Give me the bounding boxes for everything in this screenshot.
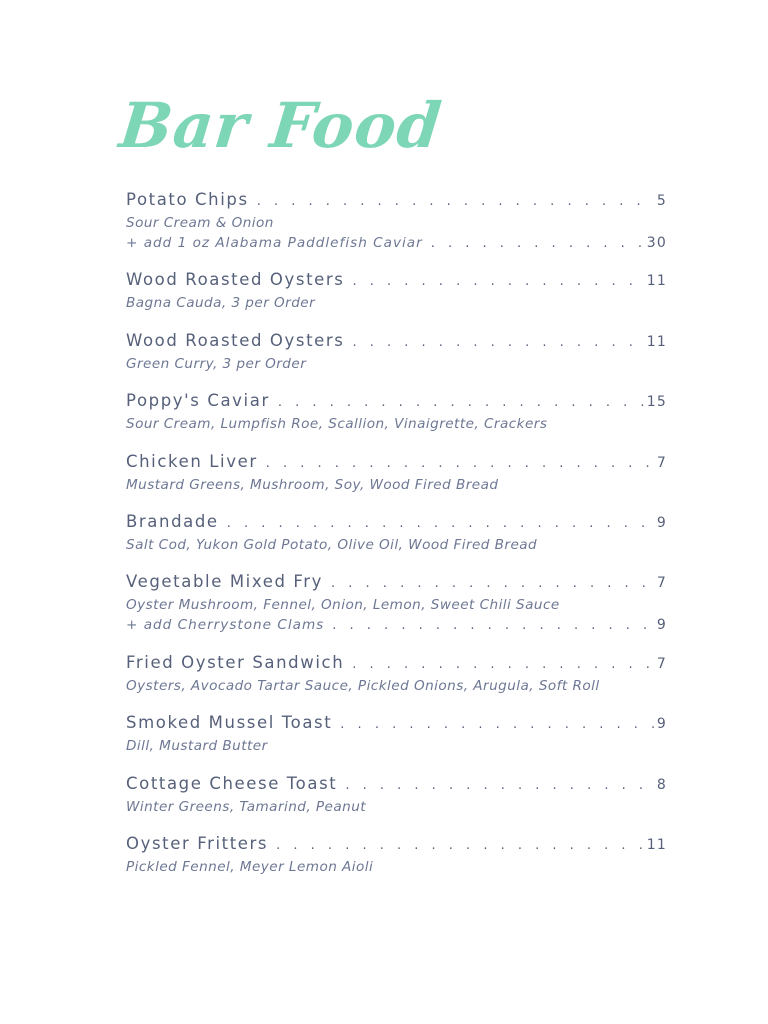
- menu-item: [126, 190, 667, 270]
- item-description-line: [126, 537, 667, 557]
- item-price: 9: [656, 514, 667, 531]
- item-description-line: [126, 799, 667, 819]
- item-name: Chicken Liver: [126, 451, 258, 471]
- item-description-line: [126, 215, 667, 235]
- item-description-line: [126, 859, 667, 879]
- item-name: Potato Chips: [126, 190, 249, 209]
- item-name: Wood Roasted Oysters: [126, 270, 345, 290]
- item-description: Salt Cod, Yukon Gold Potato, Olive Oil, Wood Fired Bread: [126, 536, 538, 553]
- item-description-line: [126, 678, 667, 698]
- menu-item: [126, 834, 667, 894]
- item-description-line: [126, 295, 667, 315]
- item-name: Cottage Cheese Toast: [126, 773, 338, 793]
- dot-leader: [352, 274, 644, 289]
- item-price: 11: [646, 836, 667, 853]
- dot-leader: [331, 576, 655, 591]
- item-addon-line: [126, 617, 667, 637]
- item-price: 11: [646, 273, 667, 290]
- item-name: Vegetable Mixed Fry: [126, 572, 324, 592]
- dot-leader: [431, 236, 645, 251]
- item-description: Winter Greens, Tamarind, Peanut: [126, 798, 367, 815]
- dot-leader: [352, 657, 655, 672]
- item-description: Dill, Mustard Butter: [126, 738, 268, 755]
- item-name-line: [126, 270, 667, 295]
- item-name-line: [126, 391, 667, 416]
- menu-item: [126, 452, 667, 512]
- menu-item: [126, 774, 667, 834]
- addon-price: 9: [656, 617, 667, 634]
- item-name-line: [126, 713, 667, 738]
- menu-item: [126, 572, 667, 652]
- dot-leader: [332, 618, 655, 633]
- item-name-line: [126, 834, 667, 859]
- menu-item: [126, 713, 667, 773]
- item-name-line: [126, 331, 667, 356]
- menu-title: Bar Food: [116, 89, 446, 162]
- item-description-line: [126, 356, 667, 376]
- item-name-line: [126, 653, 667, 678]
- menu-item: [126, 270, 667, 330]
- dot-leader: [278, 395, 645, 410]
- item-name-line: [126, 774, 667, 799]
- item-description: Sour Cream & Onion: [126, 215, 274, 231]
- item-name: Oyster Fritters: [126, 833, 269, 853]
- menu-item: [126, 512, 667, 572]
- dot-leader: [257, 194, 655, 209]
- item-addon-line: [126, 235, 667, 255]
- addon-label: + add Cherrystone Clams: [126, 617, 325, 634]
- item-price: 8: [656, 776, 667, 793]
- item-description: Oysters, Avocado Tartar Sauce, Pickled Onions, Arugula, Soft Roll: [126, 677, 600, 694]
- item-name-line: [126, 572, 667, 597]
- item-price: 7: [656, 655, 667, 672]
- item-name: Poppy's Caviar: [126, 391, 270, 411]
- item-price: 5: [656, 193, 667, 209]
- item-price: 15: [646, 394, 667, 411]
- dot-leader: [276, 838, 645, 853]
- item-name: Wood Roasted Oysters: [126, 330, 345, 350]
- item-name: Smoked Mussel Toast: [126, 713, 333, 733]
- item-price: 11: [646, 333, 667, 350]
- dot-leader: [345, 778, 655, 793]
- item-description: Pickled Fennel, Meyer Lemon Aioli: [126, 858, 374, 875]
- item-description: Mustard Greens, Mushroom, Soy, Wood Fired Bread: [126, 476, 499, 493]
- menu-item: [126, 331, 667, 391]
- item-name: Fried Oyster Sandwich: [126, 652, 345, 672]
- item-price: 9: [656, 716, 667, 733]
- item-name-line: [126, 512, 667, 537]
- dot-leader: [227, 516, 655, 531]
- item-description: Oyster Mushroom, Fennel, Onion, Lemon, Sweet Chili Sauce: [126, 597, 560, 614]
- item-description: Green Curry, 3 per Order: [126, 355, 307, 372]
- addon-price: 30: [646, 235, 667, 251]
- item-description: Sour Cream, Lumpfish Roe, Scallion, Vinaigrette, Crackers: [126, 416, 548, 433]
- menu-item: [126, 391, 667, 451]
- item-description-line: [126, 416, 667, 436]
- item-name-line: [126, 452, 667, 477]
- item-price: 7: [656, 575, 667, 592]
- dot-leader: [340, 717, 655, 732]
- addon-label: + add 1 oz Alabama Paddlefish Caviar: [126, 235, 423, 251]
- item-price: 7: [656, 454, 667, 471]
- dot-leader: [352, 335, 644, 350]
- item-description-line: [126, 738, 667, 758]
- item-description-line: [126, 597, 667, 617]
- menu-item: [126, 653, 667, 713]
- item-name-line: [126, 190, 667, 215]
- item-name: Brandade: [126, 511, 219, 531]
- menu-list: [126, 190, 667, 894]
- item-description: Bagna Cauda, 3 per Order: [126, 295, 316, 312]
- item-description-line: [126, 477, 667, 497]
- dot-leader: [266, 456, 655, 471]
